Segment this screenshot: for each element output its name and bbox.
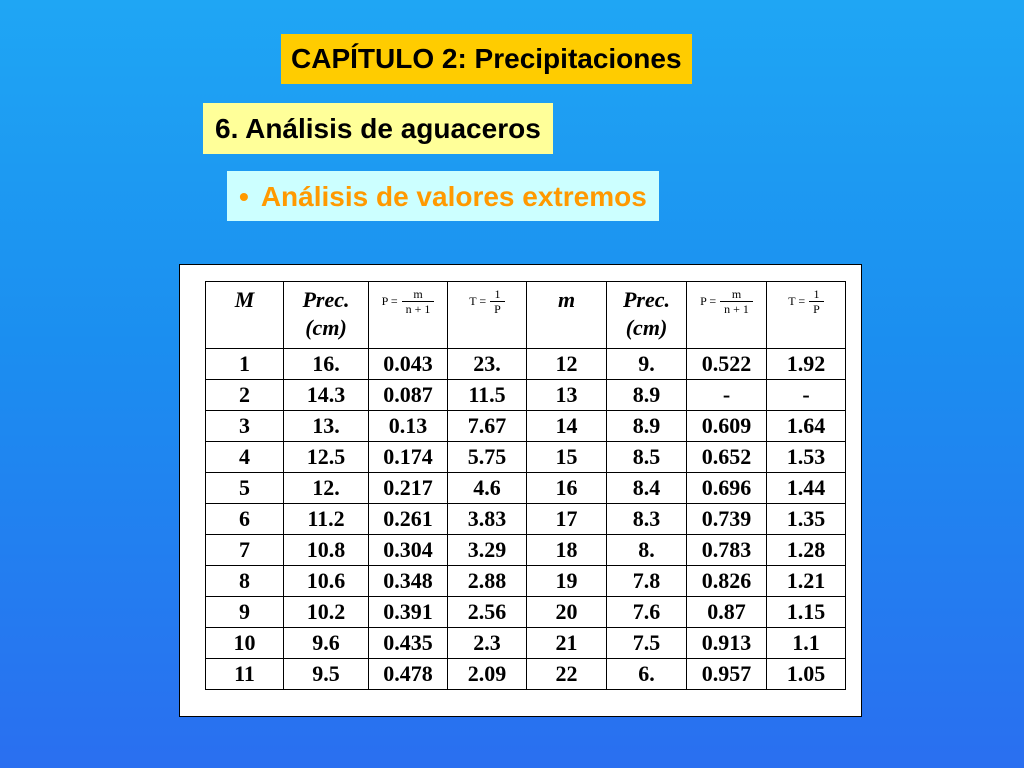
table-cell: 0.043 (369, 349, 448, 380)
table-cell: 7.5 (607, 628, 687, 659)
table-cell: 3.83 (448, 504, 527, 535)
table-cell: 2.3 (448, 628, 527, 659)
table-cell: 8.9 (607, 411, 687, 442)
table-cell: 8.9 (607, 380, 687, 411)
formula-lhs: P = (700, 294, 717, 308)
table-cell: - (767, 380, 846, 411)
table-cell: 1.35 (767, 504, 846, 535)
table-cell: 15 (527, 442, 607, 473)
table-cell: 5.75 (448, 442, 527, 473)
table-cell: 0.261 (369, 504, 448, 535)
header-prec (284, 282, 369, 349)
table-cell: 10.6 (284, 566, 369, 597)
table-cell: 0.957 (687, 659, 767, 690)
bullet-symbol: • (239, 181, 249, 212)
table-cell: 7.67 (448, 411, 527, 442)
table-row (206, 659, 846, 690)
table-cell: 0.783 (687, 535, 767, 566)
table-cell: 12.5 (284, 442, 369, 473)
table-cell: 0.652 (687, 442, 767, 473)
table-cell: 1.15 (767, 597, 846, 628)
table-cell: 3.29 (448, 535, 527, 566)
formula-denominator: n + 1 (720, 301, 753, 316)
formula-numerator: 1 (813, 286, 820, 301)
header-prec-label: Prec. (622, 287, 671, 312)
header-m-upper: M (206, 282, 284, 349)
table-cell: 8.3 (607, 504, 687, 535)
table-cell: 0.217 (369, 473, 448, 504)
header-p-formula-2 (687, 282, 767, 349)
table-row (206, 380, 846, 411)
table-row (206, 628, 846, 659)
table-cell: 1.21 (767, 566, 846, 597)
header-t-formula (448, 282, 527, 349)
formula-numerator: m (413, 286, 423, 301)
table-cell: 4.6 (448, 473, 527, 504)
table-cell: 8.5 (607, 442, 687, 473)
table-cell: 0.13 (369, 411, 448, 442)
table-cell: 10.8 (284, 535, 369, 566)
table-cell: 7.6 (607, 597, 687, 628)
table-cell: 9. (607, 349, 687, 380)
table-cell: 7.8 (607, 566, 687, 597)
table-row (206, 473, 846, 504)
formula-lhs: T = (788, 294, 806, 308)
table-cell: 2.09 (448, 659, 527, 690)
table-cell: 0.348 (369, 566, 448, 597)
table-cell: 4 (206, 442, 284, 473)
bullet-point (227, 171, 659, 221)
table-cell: 0.174 (369, 442, 448, 473)
table-row (206, 566, 846, 597)
table-cell: 1.05 (767, 659, 846, 690)
table-row (206, 411, 846, 442)
table-row (206, 597, 846, 628)
table-cell: 1.44 (767, 473, 846, 504)
table-cell: 9.6 (284, 628, 369, 659)
table-cell: 11 (206, 659, 284, 690)
table-cell: 10 (206, 628, 284, 659)
table-cell: 1 (206, 349, 284, 380)
header-p-formula (369, 282, 448, 349)
chapter-title: CAPÍTULO 2: Precipitaciones (281, 34, 692, 84)
table-cell: 0.435 (369, 628, 448, 659)
table-cell: 16 (527, 473, 607, 504)
table-frame (179, 264, 862, 717)
table-cell: 0.478 (369, 659, 448, 690)
table-row (206, 535, 846, 566)
table-cell: 11.5 (448, 380, 527, 411)
table-cell: 10.2 (284, 597, 369, 628)
table-cell: 0.391 (369, 597, 448, 628)
table-cell: 0.87 (687, 597, 767, 628)
table-cell: 5 (206, 473, 284, 504)
table-cell: 8. (607, 535, 687, 566)
table-cell: 0.609 (687, 411, 767, 442)
table-cell: 11.2 (284, 504, 369, 535)
table-row (206, 349, 846, 380)
table-cell: 12. (284, 473, 369, 504)
table-cell: 14.3 (284, 380, 369, 411)
table-cell: 9 (206, 597, 284, 628)
table-cell: 9.5 (284, 659, 369, 690)
table-cell: 2.88 (448, 566, 527, 597)
table-cell: 6. (607, 659, 687, 690)
table-cell: 13. (284, 411, 369, 442)
extreme-values-table (205, 281, 846, 690)
formula-denominator: P (490, 301, 505, 316)
table-cell: 18 (527, 535, 607, 566)
table-cell: 1.92 (767, 349, 846, 380)
table-cell: 0.826 (687, 566, 767, 597)
table-cell: 1.64 (767, 411, 846, 442)
table-cell: 16. (284, 349, 369, 380)
table-cell: 20 (527, 597, 607, 628)
formula-denominator: P (809, 301, 824, 316)
table-row (206, 504, 846, 535)
table-cell: 17 (527, 504, 607, 535)
table-cell: 0.522 (687, 349, 767, 380)
table-cell: 13 (527, 380, 607, 411)
table-row (206, 442, 846, 473)
formula-numerator: m (731, 286, 742, 301)
formula-denominator: n + 1 (402, 301, 435, 316)
header-prec-label: Prec. (302, 287, 350, 312)
table-cell: 21 (527, 628, 607, 659)
table-cell: 1.1 (767, 628, 846, 659)
header-prec-2 (607, 282, 687, 349)
table-cell: 12 (527, 349, 607, 380)
table-cell: 2 (206, 380, 284, 411)
table-cell: 8.4 (607, 473, 687, 504)
table-cell: 22 (527, 659, 607, 690)
table-cell: - (687, 380, 767, 411)
table-cell: 23. (448, 349, 527, 380)
formula-lhs: P = (381, 294, 398, 308)
header-prec-unit: (cm) (305, 315, 347, 340)
header-prec-unit: (cm) (625, 315, 668, 340)
table-cell: 0.087 (369, 380, 448, 411)
bullet-text: Análisis de valores extremos (260, 181, 647, 212)
table-cell: 8 (206, 566, 284, 597)
table-cell: 1.53 (767, 442, 846, 473)
table-cell: 14 (527, 411, 607, 442)
table-cell: 1.28 (767, 535, 846, 566)
header-t-formula-2 (767, 282, 846, 349)
table-cell: 0.739 (687, 504, 767, 535)
header-m-lower: m (527, 282, 607, 349)
table-cell: 6 (206, 504, 284, 535)
formula-lhs: T = (469, 294, 487, 308)
table-cell: 19 (527, 566, 607, 597)
table-cell: 0.304 (369, 535, 448, 566)
formula-numerator: 1 (494, 286, 501, 301)
table-cell: 0.696 (687, 473, 767, 504)
table-header-row (206, 282, 846, 349)
table-cell: 0.913 (687, 628, 767, 659)
section-title: 6. Análisis de aguaceros (203, 103, 553, 154)
table-cell: 2.56 (448, 597, 527, 628)
table-cell: 7 (206, 535, 284, 566)
table-cell: 3 (206, 411, 284, 442)
